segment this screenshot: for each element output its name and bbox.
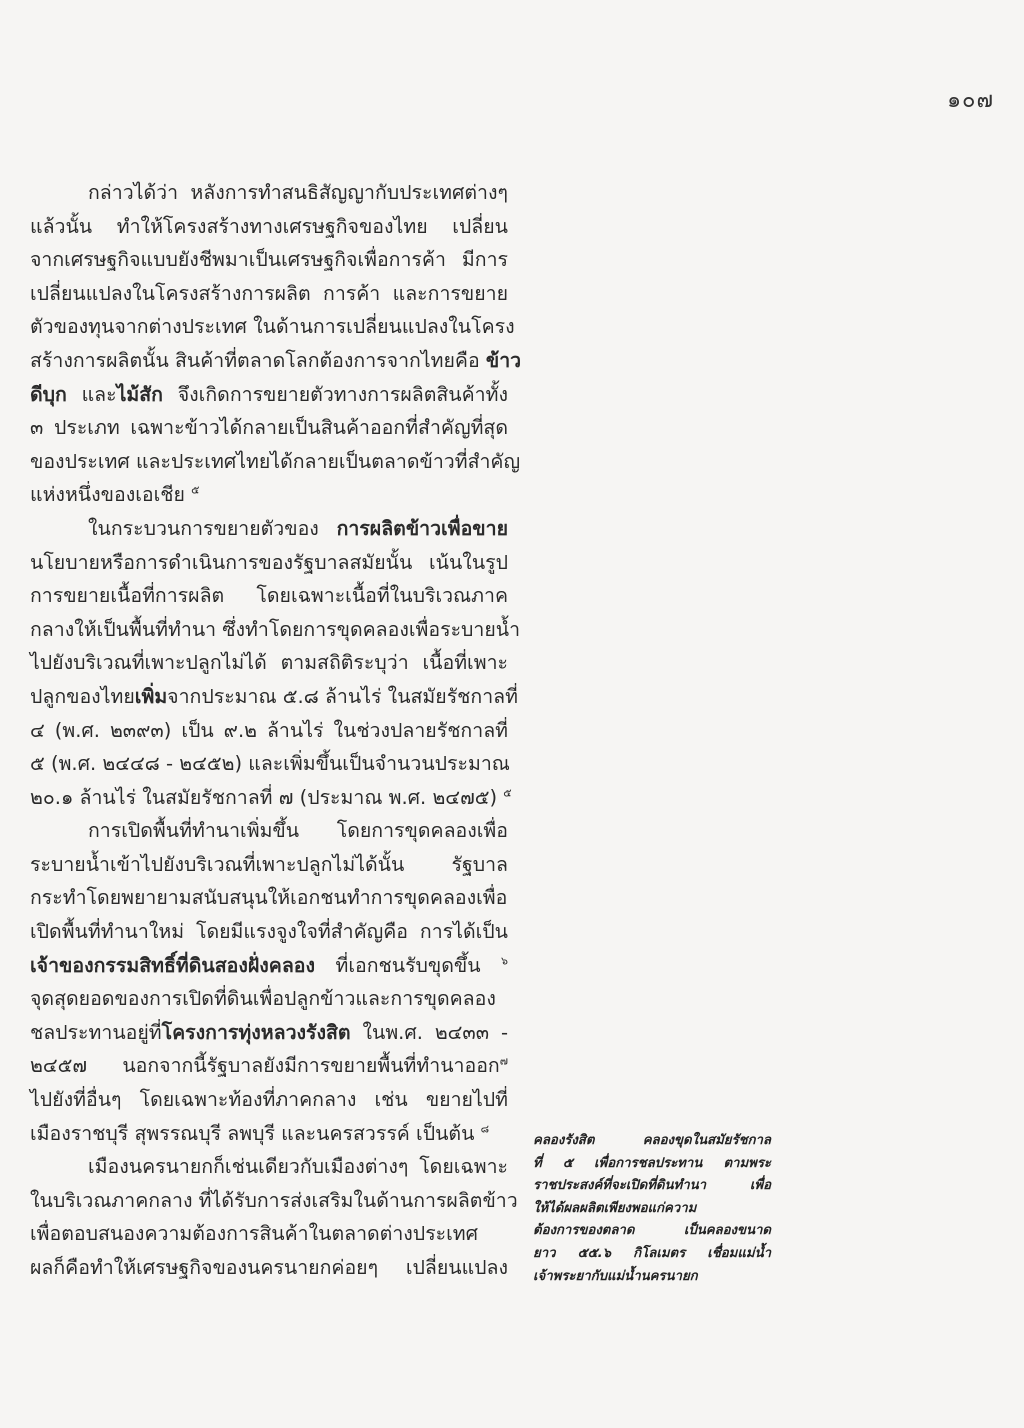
line-text: ไปยังบริเวณที่เพาะปลูกไม่ได้ ตามสถิติระบุว่า เนื้อที่เพาะ <box>30 651 508 675</box>
caption-line: ราชประสงค์ที่จะเปิดที่ดินทำนา เพื่อ <box>533 1178 771 1194</box>
text-line <box>30 949 508 983</box>
text-line <box>30 1217 508 1251</box>
text-line <box>30 310 515 344</box>
line-text: จุดสุดยอดของการเปิดที่ดินเพื่อปลูกข้าวและการขุดคลอง <box>30 987 496 1011</box>
bold-term-increase: เพิ่ม <box>134 684 168 708</box>
line-text: ผลก็คือทำให้เศรษฐกิจของนครนายกค่อยๆ เปลี่ยนแปลง <box>30 1256 508 1279</box>
text-line <box>30 1251 508 1285</box>
text-line <box>30 781 512 815</box>
caption-line: ให้ได้ผลผลิตเพียงพอแก่ความ <box>533 1200 697 1216</box>
line-text: กลางให้เป็นพื้นที่ทำนา ซึ่งทำโดยการขุดคลองเพื่อระบายน้ำ <box>30 617 521 641</box>
line-text: กระทำโดยพยายามสนับสนุนให้เอกชนทำการขุดคลองเพื่อ <box>30 886 508 910</box>
line-text: และ <box>66 382 117 406</box>
text-line <box>30 1117 508 1151</box>
bold-term-tin: ดีบุก <box>30 382 67 406</box>
line-text: จึงเกิดการขยายตัวทางการผลิตสินค้าทั้ง <box>162 382 508 406</box>
footnote-marker: ๕ <box>503 786 512 800</box>
bold-term-rice-for-sale: การผลิตข้าวเพื่อขาย <box>336 516 508 540</box>
text-line <box>30 1016 508 1050</box>
text-line <box>30 546 508 580</box>
line-text: เมืองนครนายกก็เช่นเดียวกับเมืองต่างๆ โดยเฉพาะ <box>88 1155 508 1179</box>
line-text: ปลูกของไทย <box>30 684 135 708</box>
line-text: กล่าวได้ว่า หลังการทำสนธิสัญญากับประเทศต่างๆ <box>88 181 508 204</box>
line-text: ๓ ประเภท เฉพาะข้าวได้กลายเป็นสินค้าออกที่สำคัญที่สุด <box>30 416 508 440</box>
text-line <box>30 579 508 613</box>
footnote-marker: ๖ <box>501 954 508 968</box>
line-text: ๒๐.๑ ล้านไร่ ในสมัยรัชกาลที่ ๗ (ประมาณ พ.ศ. ๒๔๗๕) <box>30 785 504 809</box>
bold-term-rice: ข้าว <box>485 348 522 372</box>
line-text: ชลประทานอยู่ที่ <box>30 1020 162 1044</box>
text-line <box>30 881 508 915</box>
image-caption <box>533 1130 771 1288</box>
bold-term-land-ownership: เจ้าของกรรมสิทธิ์ที่ดินสองฝั่งคลอง <box>30 953 316 977</box>
text-line <box>30 1049 508 1083</box>
caption-line: คลองรังสิต คลองขุดในสมัยรัชกาล <box>533 1133 771 1148</box>
caption-line: เจ้าพระยากับแม่น้ำนครนายก <box>533 1268 698 1284</box>
line-text: ที่เอกชนรับขุดขึ้น <box>315 953 502 977</box>
line-text: เมืองราชบุรี สุพรรณบุรี ลพบุรี และนครสวรรค์ เป็นต้น <box>30 1121 481 1145</box>
bold-term-rangsit-project: โครงการทุ่งหลวงรังสิต <box>161 1020 351 1044</box>
text-line <box>30 1083 508 1117</box>
line-text: สร้างการผลิตนั้น สินค้าที่ตลาดโลกต้องการจากไทยคือ <box>30 348 486 372</box>
text-line <box>30 1184 518 1218</box>
text-line <box>30 445 521 479</box>
footnote-marker: ๗ <box>499 1054 508 1068</box>
text-line <box>30 478 508 512</box>
text-line <box>30 411 508 445</box>
text-line <box>30 176 508 210</box>
line-text: เพื่อตอบสนองความต้องการสินค้าในตลาดต่างประเทศ <box>30 1222 479 1246</box>
text-line <box>30 915 508 949</box>
text-line <box>30 714 508 748</box>
line-text: แล้วนั้น ทำให้โครงสร้างทางเศรษฐกิจของไทย เปลี่ยน <box>30 214 508 238</box>
text-line <box>30 646 508 680</box>
line-text: ในพ.ศ. ๒๔๓๓ - <box>350 1020 508 1044</box>
body-text <box>30 176 522 1285</box>
bold-term-teak: ไม้สัก <box>116 382 163 406</box>
line-text: ในกระบวนการขยายตัวของ <box>88 516 337 540</box>
footnote-marker: ๘ <box>480 1122 490 1136</box>
line-text: การเปิดพื้นที่ทำนาเพิ่มขึ้น โดยการขุดคลองเพื่อ <box>88 819 508 843</box>
line-text: ในบริเวณภาคกลาง ที่ได้รับการส่งเสริมในด้านการผลิตข้าว <box>30 1188 518 1212</box>
line-text: ๕ (พ.ศ. ๒๔๔๘ - ๒๔๕๒) และเพิ่มขึ้นเป็นจำนวนประมาณ <box>30 752 510 776</box>
line-text: จากเศรษฐกิจแบบยังชีพมาเป็นเศรษฐกิจเพื่อการค้า มีการ <box>30 248 508 272</box>
text-line <box>30 814 508 848</box>
page-number: ๑๐๗ <box>947 88 994 113</box>
text-line <box>30 680 518 714</box>
text-line <box>30 210 508 244</box>
line-text: ไปยังที่อื่นๆ โดยเฉพาะท้องที่ภาคกลาง เช่น ขยายไปที่ <box>30 1088 508 1112</box>
caption-line: ยาว ๕๕.๖ กิโลเมตร เชื่อมแม่น้ำ <box>533 1245 771 1261</box>
caption-line: ที่ ๕ เพื่อการชลประทาน ตามพระ <box>533 1155 771 1171</box>
text-line <box>30 344 522 378</box>
line-text: ระบายน้ำเข้าไปยังบริเวณที่เพาะปลูกไม่ได้นั้น รัฐบาล <box>30 852 508 876</box>
line-text: ตัวของทุนจากต่างประเทศ ในด้านการเปลี่ยนแปลงในโครง <box>30 315 515 339</box>
text-line <box>30 613 521 647</box>
text-line <box>30 848 508 882</box>
text-line <box>30 277 508 311</box>
text-line <box>30 1150 508 1184</box>
text-line <box>30 982 508 1016</box>
footnote-marker: ๕ <box>191 483 200 497</box>
text-line <box>30 512 508 546</box>
line-text: เปิดพื้นที่ทำนาใหม่ โดยมีแรงจูงใจที่สำคัญคือ การได้เป็น <box>30 920 508 944</box>
text-line <box>30 378 508 412</box>
line-text: นโยบายหรือการดำเนินการของรัฐบาลสมัยนั้น เน้นในรูป <box>30 550 508 574</box>
line-text: การขยายเนื้อที่การผลิต โดยเฉพาะเนื้อที่ในบริเวณภาค <box>30 584 508 608</box>
line-text: แห่งหนึ่งของเอเชีย <box>30 483 192 507</box>
line-text: เปลี่ยนแปลงในโครงสร้างการผลิต การค้า และการขยาย <box>30 281 508 305</box>
line-text: ๔ (พ.ศ. ๒๓๙๓) เป็น ๙.๒ ล้านไร่ ในช่วงปลายรัชกาลที่ <box>30 718 508 742</box>
text-line <box>30 243 508 277</box>
caption-line: ต้องการของตลาด เป็นคลองขนาด <box>533 1223 771 1239</box>
text-line <box>30 747 508 781</box>
line-text: จากประมาณ ๕.๘ ล้านไร่ ในสมัยรัชกาลที่ <box>167 684 518 708</box>
line-text: ๒๔๕๗ นอกจากนี้รัฐบาลยังมีการขยายพื้นที่ทำนาออก <box>30 1054 500 1078</box>
line-text: ของประเทศ และประเทศไทยได้กลายเป็นตลาดข้าวที่สำคัญ <box>30 449 521 473</box>
